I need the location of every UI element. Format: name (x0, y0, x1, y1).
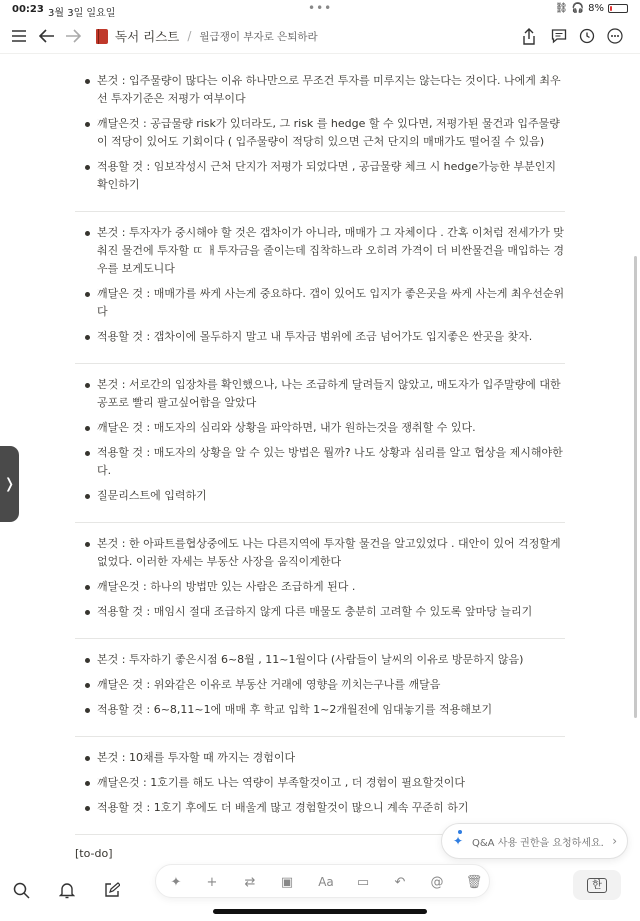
notification-dot (458, 830, 462, 834)
compose-icon[interactable] (101, 879, 123, 901)
bullet-list (75, 535, 565, 621)
list-item[interactable]: 적용할 것 : 매도자의 상황을 알 수 있는 방법은 뭘까? 나도 상황과 심리를 알고 협상을 제시해야한다. (75, 444, 565, 480)
list-item[interactable]: 본것 : 서로간의 입장차를 확인했으나, 나는 조급하게 달려들지 않았고, 매도자가 입주말량에 대한 공포로 빨리 팔고싶어함을 알았다 (75, 376, 565, 412)
list-item[interactable]: 깨달은 것 : 위와같은 이유로 부동산 거래에 영향을 끼치는구나를 깨달음 (75, 676, 565, 694)
ai-sparkle-icon: ✦ (452, 834, 464, 848)
chevron-right-icon: ❭ (3, 476, 16, 492)
undo-icon[interactable]: ↶ (394, 874, 406, 890)
forward-arrow-icon[interactable] (62, 25, 84, 47)
link-icon: ⛓ (554, 3, 568, 14)
list-item[interactable]: 깨달은 것 : 매도자의 심리와 상황을 파악하면, 내가 원하는것을 쟁취할 수 있다. (75, 419, 565, 437)
comment-icon[interactable]: ▭ (356, 874, 370, 890)
todo-heading[interactable]: [to-do] (75, 847, 113, 860)
book-icon (96, 29, 108, 44)
status-bar (0, 0, 640, 20)
list-item[interactable]: 적용할 것 : 임보작성시 근처 단지가 저평가 되었다면 , 공급물량 체크 시 hedge가능한 부분인지 확인하기 (75, 158, 565, 194)
keyboard-language-button[interactable] (573, 870, 621, 900)
ai-sparkle-icon[interactable]: ✦ (170, 874, 182, 890)
note-block (75, 212, 565, 364)
battery-percent: 8% (588, 3, 604, 14)
note-block (75, 523, 565, 639)
trash-icon[interactable]: 🗑 (465, 874, 483, 890)
breadcrumb-parent[interactable]: 독서 리스트 (115, 29, 180, 44)
note-block (75, 639, 565, 737)
scrollbar[interactable] (634, 256, 637, 718)
status-time: 00:23 (12, 4, 44, 15)
list-item[interactable]: 질문리스트에 입력하기 (75, 487, 565, 505)
status-date: 3월 3일 일요일 (48, 8, 116, 19)
qa-prompt-pill[interactable] (441, 823, 628, 859)
list-item[interactable]: 적용할 것 : 매임시 절대 조급하지 않게 다른 매물도 충분히 고려할 수 있도록 앞마당 늘리기 (75, 603, 565, 621)
note-block (75, 737, 565, 835)
bullet-list (75, 651, 565, 719)
qa-prompt-text: Q&A 사용 권한을 요청하세요. (472, 837, 604, 849)
bullet-list (75, 376, 565, 505)
add-icon[interactable]: + (206, 874, 218, 890)
list-item[interactable]: 깨달은것 : 공급물량 risk가 있더라도, 그 risk 를 hedge 할 수 있다면, 저평가된 물건과 입주물량이 적당이 있어도 기회이다 ( 입주물량이 적당히 있으면 근처 단지의 매매가도 떨어질 수 있음) (75, 115, 565, 151)
bullet-list (75, 224, 565, 346)
comment-icon[interactable] (548, 25, 570, 47)
page-content (75, 60, 565, 872)
list-item[interactable]: 적용할 것 : 6~8,11~1에 매매 후 학교 입학 1~2개월전에 임대놓기를 적용해보기 (75, 701, 565, 719)
list-item[interactable]: 적용할 것 : 1호기 후에도 더 배울게 많고 경험할것이 많으니 계속 꾸준히 하기 (75, 799, 565, 817)
more-options-icon[interactable] (604, 25, 626, 47)
keyboard-language-label: 한 (587, 878, 607, 893)
turn-into-icon[interactable]: ⇄ (244, 874, 256, 890)
search-icon[interactable] (10, 879, 32, 901)
home-indicator[interactable] (213, 909, 427, 914)
list-item[interactable]: 깨달은것 : 하나의 방법만 있는 사람은 조급하게 된다 . (75, 578, 565, 596)
share-icon[interactable] (518, 25, 540, 47)
breadcrumb-separator: / (187, 29, 192, 43)
headphones-icon: 🎧 (571, 3, 585, 14)
battery-icon (608, 4, 628, 13)
list-item[interactable]: 본것 : 10채를 투자할 때 까지는 경험이다 (75, 749, 565, 767)
list-item[interactable]: 본것 : 입주물량이 많다는 이유 하나만으로 무조건 투자를 미루지는 않는다는 것이다. 나에게 최우선 투자기준은 저평가 여부이다 (75, 72, 565, 108)
mention-icon[interactable]: @ (430, 874, 444, 890)
battery-fill (610, 6, 612, 11)
list-item[interactable]: 적용할 것 : 갭차이에 몰두하지 말고 내 투자금 범위에 조금 넘어가도 입지좋은 싼곳을 찾자. (75, 328, 565, 346)
note-block (75, 60, 565, 212)
list-item[interactable]: 본것 : 한 아파트를협상중에도 나는 다른지역에 투자할 물건을 알고있었다 . 대안이 있어 걱정할게 없었다. 이러한 자세는 부동산 사장을 움직이게한다 (75, 535, 565, 571)
status-right (555, 3, 628, 14)
bullet-list (75, 749, 565, 817)
back-arrow-icon[interactable] (36, 25, 58, 47)
text-format-button[interactable]: Aa (318, 875, 334, 889)
breadcrumb-current[interactable]: 월급쟁이 부자로 은퇴하라 (199, 30, 318, 43)
top-nav-bar (0, 20, 640, 54)
breadcrumb (96, 27, 318, 45)
multitasking-dots[interactable]: ••• (308, 1, 333, 15)
sidebar-handle[interactable] (0, 446, 19, 522)
list-item[interactable]: 본것 : 투자자가 중시해야 할 것은 갭차이가 아니라, 매매가 그 자체이다 . 간혹 이처럼 전세가가 맞춰진 물건에 투자할 ㄸ ㅐ투자금을 줄이는데 집착하느라 오히려 가격이 더 비싼물건을 매입하는 경우를 보게도니다 (75, 224, 565, 278)
bullet-list (75, 72, 565, 194)
note-block (75, 364, 565, 523)
list-item[interactable]: 깨달은 것 : 매매가를 싸게 사는게 중요하다. 갭이 있어도 입지가 좋은곳을 싸게 사는게 최우선순위다 (75, 285, 565, 321)
list-item[interactable]: 깨달은것 : 1호기를 해도 나는 역량이 부족할것이고 , 더 경험이 필요할것이다 (75, 774, 565, 792)
list-item[interactable]: 본것 : 투자하기 좋은시점 6~8월 , 11~1월이다 (사람들이 날씨의 이유로 방문하지 않음) (75, 651, 565, 669)
menu-icon[interactable] (8, 25, 30, 47)
editing-toolbar (155, 864, 490, 898)
chevron-right-icon: › (612, 834, 617, 848)
image-icon[interactable]: ▣ (280, 874, 294, 890)
history-clock-icon[interactable] (576, 25, 598, 47)
bell-icon[interactable] (56, 879, 78, 901)
